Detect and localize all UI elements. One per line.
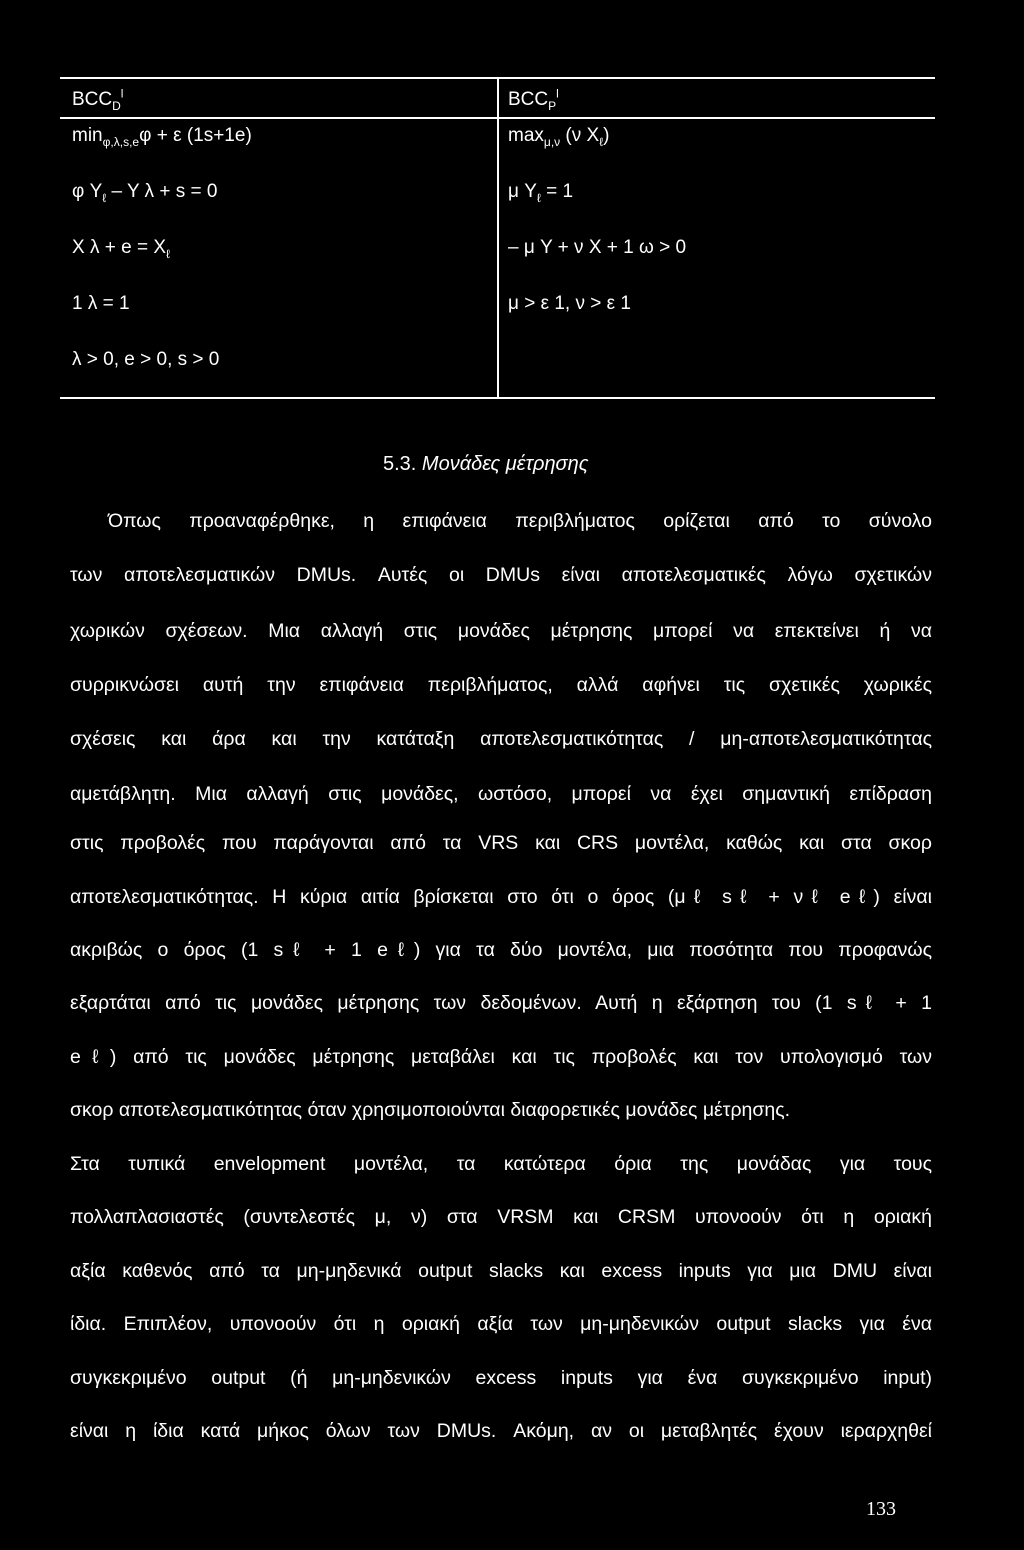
page-number: 133	[866, 1498, 896, 1520]
right-row-text: max	[508, 125, 544, 146]
body-line: αμετάβλητη. Μια αλλαγή στις μονάδες, ωστόσο, μπορεί να έχει σημαντική επίδραση	[70, 783, 932, 805]
left-row-text: X λ + e = X	[72, 237, 166, 258]
body-line: στις προβολές που παράγονται από τα VRS και CRS μοντέλα, καθώς και στα σκορ	[70, 832, 932, 854]
right-header-sup: l	[556, 86, 559, 101]
table-column-divider	[497, 77, 499, 399]
left-row	[72, 125, 252, 147]
body-line: εξαρτάται από τις μονάδες μέτρησης των δεδομένων. Αυτή η εξάρτηση του (1 sℓ + 1	[70, 992, 932, 1014]
left-row-text: φ + ε (1s+1e)	[139, 125, 252, 146]
right-row-text: μ Y	[508, 181, 537, 202]
left-header-base: BCC	[72, 89, 113, 110]
left-row-sub: ℓ	[166, 246, 170, 261]
left-row	[72, 349, 219, 371]
body-line: πολλαπλασιαστές (συντελεστές μ, ν) στα VRSM και CRSM υπονοούν ότι η οριακή	[70, 1206, 932, 1228]
body-line: των αποτελεσματικών DMUs. Αυτές οι DMUs είναι αποτελεσματικές λόγω σχετικών	[70, 564, 932, 586]
left-row-text: φ Y	[72, 181, 103, 202]
body-line: σχέσεις και άρα και την κατάταξη αποτελεσματικότητας / μη-αποτελεσματικότητας	[70, 728, 932, 750]
left-row-text: 1 λ = 1	[72, 293, 130, 314]
left-row	[72, 237, 170, 259]
left-row-text: – Y λ + s = 0	[106, 181, 218, 202]
body-line: αποτελεσματικότητας. Η κύρια αιτία βρίσκεται στο ότι ο όρος (μℓ sℓ + νℓ eℓ) είναι	[70, 886, 932, 908]
body-line: συγκεκριμένο output (ή μη-μηδενικών excess inputs για ένα συγκεκριμένο input)	[70, 1367, 932, 1389]
left-row	[72, 293, 130, 315]
right-row-text: )	[603, 125, 610, 146]
body-line: eℓ) από τις μονάδες μέτρησης μεταβάλει και τις προβολές και τον υπολογισμό των	[70, 1046, 932, 1068]
right-row	[508, 181, 573, 203]
right-row-text: μ > ε 1, ν > ε 1	[508, 293, 631, 314]
body-line: χωρικών σχέσεων. Μια αλλαγή στις μονάδες μέτρησης μπορεί να επεκτείνει ή να	[70, 620, 932, 642]
left-row-text: λ > 0, e > 0, s > 0	[72, 349, 220, 370]
right-header-sub: P	[548, 98, 557, 113]
left-row-text: min	[72, 125, 103, 146]
right-row-sub: μ,ν	[543, 134, 561, 149]
body-line: ακριβώς ο όρος (1 sℓ + 1 eℓ) για τα δύο μοντέλα, μια ποσότητα που προφανώς	[70, 939, 932, 961]
left-row-sub: ℓ	[102, 190, 107, 205]
body-line: είναι η ίδια κατά μήκος όλων των DMUs. Ακόμη, αν οι μεταβλητές έχουν ιεραρχηθεί	[70, 1420, 932, 1442]
right-row-sub: ℓ	[536, 190, 541, 205]
right-row-text: = 1	[540, 181, 574, 202]
body-line: σκορ αποτελεσματικότητας όταν χρησιμοποιούνται διαφορετικές μονάδες μέτρησης.	[70, 1099, 791, 1121]
section-heading	[383, 452, 588, 476]
right-row	[508, 293, 631, 315]
body-line: ίδια. Επιπλέον, υπονοούν ότι η οριακή αξία των μη-μηδενικών output slacks για ένα	[70, 1313, 932, 1335]
right-header	[508, 86, 559, 113]
right-row	[508, 237, 686, 259]
right-row	[508, 125, 609, 147]
left-header-sub: D	[112, 98, 121, 113]
left-header	[72, 86, 124, 113]
right-row-text: – μ Y + ν X + 1 ω > 0	[508, 237, 687, 258]
right-row-text: (ν X	[560, 125, 600, 146]
body-line: αξία καθενός από τα μη-μηδενικά output slacks και excess inputs για μια DMU είναι	[70, 1260, 932, 1282]
left-row-sub: φ,λ,s,e	[102, 134, 140, 149]
section-number: 5.3.	[383, 453, 417, 475]
left-row	[72, 181, 217, 203]
left-header-sup: l	[120, 86, 124, 101]
formulation-table	[60, 77, 935, 399]
right-row-sub: ℓ	[599, 134, 604, 149]
right-header-base: BCC	[508, 89, 549, 110]
body-line: συρρικνώσει αυτή την επιφάνεια περιβλήματος, αλλά αφήνει τις σχετικές χωρικές	[70, 674, 932, 696]
section-title: Μονάδες μέτρησης	[421, 453, 589, 475]
body-line: Όπως προαναφέρθηκε, η επιφάνεια περιβλήματος ορίζεται από το σύνολο	[108, 510, 932, 532]
body-line: Στα τυπικά envelopment μοντέλα, τα κατώτερα όρια της μονάδας για τους	[70, 1153, 932, 1175]
